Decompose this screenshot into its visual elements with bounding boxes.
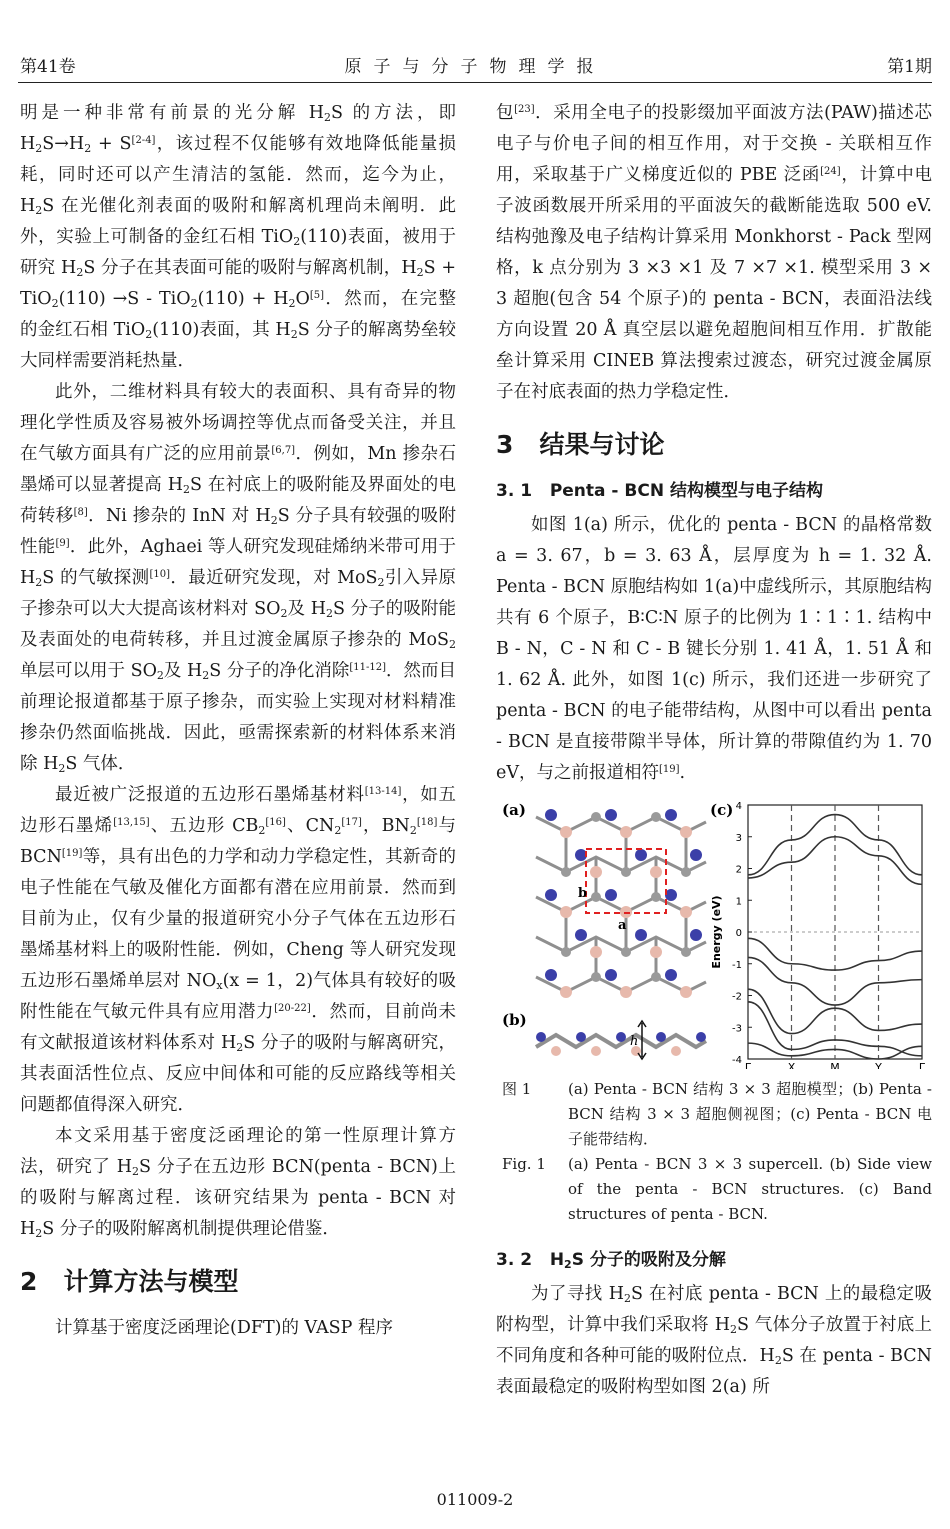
paragraph: 此外，二维材料具有较大的表面积、具有奇异的物理化学性质及容易被外场调控等优点而备受关注，并且在气敏方面具有广泛的应用前景[6,7]．例如，Mn 掺杂石墨烯可以显著提高 $H_2S$ 在衬底上的吸附能及界面处的电荷转移[8]．Ni 掺杂的 InN 对 $H_2S$ 分子具有较强的吸附性能[9]．此外，Aghaei 等人研究发现硅烯纳米带可用于 $H_2S$ 的气敏探测[10]．最近研究发现，对 MoS$_2$引入异原子掺杂可以大大提高该材料对 $SO_2$及 $H_2S$ 分子的吸附能及表面处的电荷转移，并且过渡金属原子掺杂的 MoS$_2$单层可以用于 $SO_2$及 $H_2S$ 分子的净化消除[11-12]．然而目前理论报道都基于原子掺杂，而实验上实现对材料精准掺杂仍然面临挑战．因此，亟需探索新的材料体系来消除 $H_2S$ 气体． (20, 382, 457, 775)
y-tick-label: 3 (735, 832, 742, 844)
caption-en (496, 1152, 932, 1227)
citation: [19] (61, 848, 83, 859)
volume-label: 第41卷 (20, 57, 76, 77)
paragraph: 本文采用基于密度泛函理论的第一性原理计算方法，研究了 $H_2S$ 分子在五边形 BCN(penta - BCN)上的吸附与解离过程．该研究结果为 penta - BCN 对 $H_2S$ 分子的吸附解离机制提供理论借鉴． (20, 1126, 456, 1240)
panel-c-label: (c) (710, 801, 734, 819)
paragraph: 计算基于密度泛函理论(DFT)的 VASP 程序 (55, 1318, 393, 1338)
structure-top-view (536, 805, 706, 1005)
page-header (18, 52, 932, 82)
y-tick-label: -2 (732, 991, 742, 1003)
figure-1-graphic (496, 797, 932, 1069)
citation: [2-4] (131, 135, 156, 146)
subsection-heading-3-2: 3. 2 $H_2S$ 分子的吸附及分解 (496, 1250, 726, 1271)
subsection-heading-3-1: 3. 1 Penta - BCN 结构模型与电子结构 (496, 481, 823, 501)
caption-en-text: (a) Penta - BCN 3 × 3 supercell. (b) Side view of the penta - BCN structures. (c) Band structures of penta - BCN. (568, 1155, 932, 1223)
caption-cn-text: (a) Penta - BCN 结构 3 × 3 超胞模型；(b) Penta - BCN 结构 3 × 3 超胞侧视图；(c) Penta - BCN 电子能带结构． (568, 1080, 932, 1148)
y-axis-label: Energy (eV) (710, 895, 723, 969)
y-tick-label: 4 (735, 801, 742, 812)
citation: [5] (309, 290, 324, 301)
paragraph: 如图 1(a) 所示，优化的 penta - BCN 的晶格常数 a = 3. 67，b = 3. 63 Å，层厚度为 h = 1. 32 Å. Penta - BCN 原胞结构如 1(a)中虚线所示，其原胞结构共有 6 个原子，B∶C∶N 原子的比例为 1∶1∶1. 结构中 B - N，C - N 和 C - B 键长分别 1. 41 Å，1. 51 Å 和 1. 62 Å. 此外，如图 1(c) 所示，我们还进一步研究了 penta - BCN 的电子能带结构，从图中可以看出 penta - BCN 是直接带隙半导体，所计算的带隙值约为 1. 70 eV，与之前报道相符[19]. (496, 515, 932, 783)
citation: [13-14] (364, 786, 402, 797)
y-tick-label: 2 (735, 864, 742, 876)
band-structure-plot (710, 801, 926, 1069)
citation: [9] (55, 538, 70, 549)
citation: [20-22] (274, 1003, 311, 1014)
citation: [6,7] (271, 445, 296, 456)
panel-b-label: (b) (502, 1011, 527, 1029)
structure-side-view (536, 1021, 706, 1059)
citation: [19] (659, 764, 680, 775)
x-tick-label: X (787, 1061, 796, 1069)
section-heading-3: 3 结果与讨论 (496, 430, 665, 459)
x-tick-label: Γ (744, 1061, 752, 1069)
lattice-b-label: b (578, 886, 588, 901)
page-number: 011009-2 (436, 1490, 514, 1509)
y-tick-label: -4 (732, 1055, 742, 1066)
paragraph: 为了寻找 $H_2S$ 在衬底 penta - BCN 上的最稳定吸附构型，计算中我们采取将 $H_2S$ 气体分子放置于衬底上不同角度和各种可能的吸附位点．$H_2S$ 在 penta - BCN 表面最稳定的吸附构型如图 2(a) 所 (496, 1284, 932, 1397)
y-tick-label: -3 (732, 1023, 742, 1035)
right-column (496, 98, 932, 1403)
x-tick-label: Γ (918, 1061, 926, 1069)
citation: [16] (265, 817, 286, 828)
panel-a-label: (a) (502, 801, 526, 819)
issue-label: 第1期 (887, 57, 932, 77)
header-rule (18, 82, 932, 83)
paragraph: 明是一种非常有前景的光分解 $H_2S$ 的方法，即 $H_2S\to H_2 + S[2-4]$，该过程不仅能够有效地降低能量损耗，同时还可以产生清洁的氢能．然而，迄今为止，$H_2S$ 在光催化剂表面的吸附和解离机理尚未阐明．此外，实验上可制备的金红石相 TiO$_2$(110)表面，被用于研究 $H_2S$ 分子在其表面可能的吸附与解离机制，$H_2S + TiO_2(110) \to S - TiO_2(110) + H_2O[5]$．然而，在完整的金红石相 TiO$_2$(110)表面，其 $H_2S$ 分子的解离势垒较大同样需要消耗热量． (20, 103, 457, 371)
y-tick-label: -1 (732, 959, 742, 971)
citation: [23] (514, 104, 535, 115)
citation: [11-12] (349, 662, 386, 673)
x-tick-label: M (830, 1061, 840, 1069)
citation: [10] (149, 569, 171, 580)
y-tick-label: 1 (735, 896, 742, 908)
citation: [24] (820, 166, 841, 177)
citation: [8] (73, 507, 88, 518)
citation: [13,15] (113, 817, 150, 828)
paragraph: 最近被广泛报道的五边形石墨烯基材料[13-14]，如五边形石墨烯[13,15]、五边形 $CB_2[16]$、$CN_2[17]$，$BN_2[18]$与 BCN[19]等，具有出色的力学和动力学稳定性，其新奇的电子性能在气敏及催化方面都有潜在应用前景．然而到目前为止，仅有少量的报道研究小分子气体在五边形石墨烯基材料上的吸附性能．例如，Cheng 等人研究发现五边形石墨烯单层对 $NO_x(x = 1$，2)气体具有较好的吸附性能在气敏元件具有应用潜力[20-22]．然而，目前尚未有文献报道该材料体系对 $H_2S$ 分子的吸附与解离研究，其表面活性位点、反应中间体和可能的反应路线等相关问题都值得深入研究． (20, 785, 457, 1115)
paragraph: 包[23]．采用全电子的投影缀加平面波方法(PAW)描述芯电子与价电子间的相互作用，对于交换 - 关联相互作用，采取基于广义梯度近似的 PBE 泛函[24]，计算中电子波函数展开所采用的平面波矢的截断能选取 500 eV. 结构弛豫及电子结构计算采用 Monkhorst - Pack 型网格，k 点分别为 3 ×3 ×1 及 7 ×7 ×1. 模型采用 3 × 3 超胞(包含 54 个原子)的 penta - BCN，表面沿法线方向设置 20 Å 真空层以避免超胞间相互作用．扩散能垒计算采用 CINEB 算法搜索过渡态，研究过渡金属原子在衬底表面的热力学稳定性． (496, 103, 933, 402)
journal-title: 原子与分子物理学报 (344, 57, 606, 77)
lattice-a-label: a (618, 918, 627, 933)
x-tick-label: Y (875, 1061, 882, 1069)
left-column (20, 98, 456, 1344)
figure-1 (496, 797, 932, 1069)
thickness-h-label: h (630, 1034, 639, 1049)
caption-en-label: Fig. 1 (502, 1155, 546, 1173)
caption-cn (496, 1077, 932, 1152)
caption-cn-label: 图 1 (502, 1080, 532, 1098)
figure-1-caption (496, 1077, 932, 1227)
y-tick-label: 0 (735, 928, 742, 939)
citation: [18] (416, 817, 438, 828)
section-heading-2: 2 计算方法与模型 (20, 1267, 239, 1296)
citation: [17] (341, 817, 362, 828)
